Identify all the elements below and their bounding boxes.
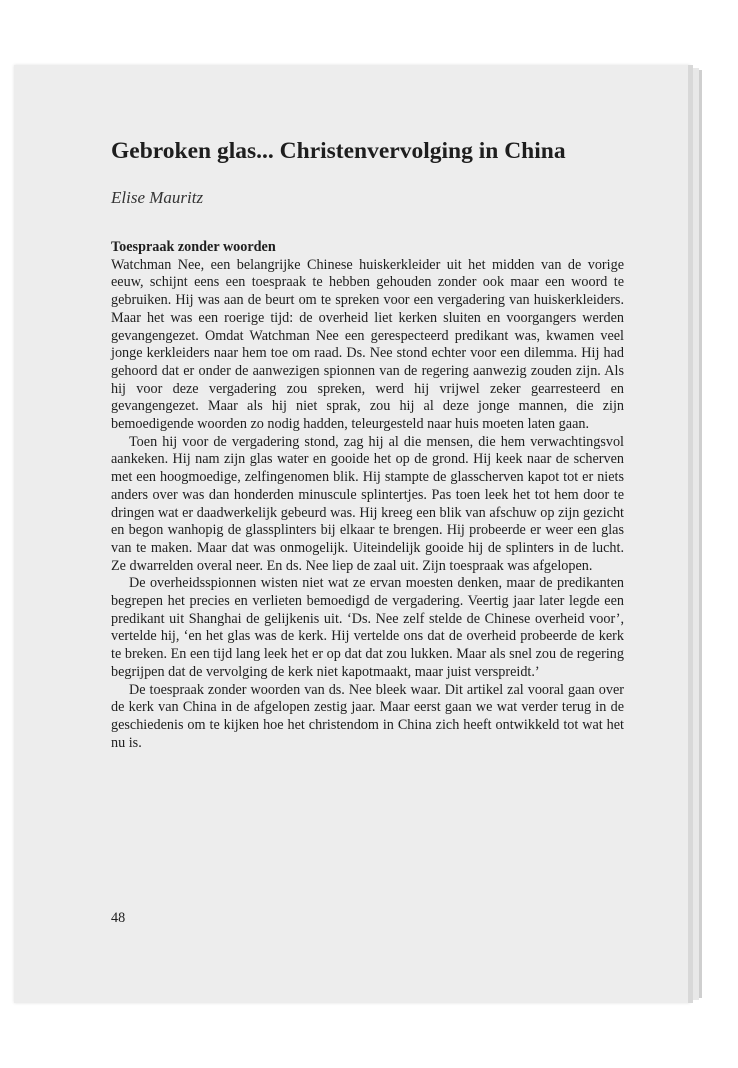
- article-author: Elise Mauritz: [111, 188, 204, 207]
- page-number: 48: [111, 910, 126, 926]
- article-title: Gebroken glas... Christenvervolging in China: [111, 138, 566, 164]
- page-stack-edge: [699, 70, 702, 998]
- paragraph: Toen hij voor de vergadering stond, zag hij al die mensen, die hem verwachtingsvol aankeken. Hij nam zijn glas water en gooide het op de grond. Hij keek naar de scherven met een hoogmoedige, zelfingenomen blik. Hij stampte de glasscherven kapot tot er niets anders over was dan honderden minuscule splintertjes. Pas toen leek het tot hem door te dringen wat er daadwerkelijk gebeurd was. Hij kreeg een blik van afschuw op zijn gezicht en begon wanhopig de glassplinters bij elkaar te brengen. Hij probeerde er weer een glas van te maken. Maar dat was onmogelijk. Uiteindelijk gooide hij de splinters in de lucht. Ze dwarrelden overal neer. En ds. Nee liep de zaal uit. Zijn toespraak was afgelopen.: [111, 433, 624, 574]
- article-content: [111, 136, 624, 752]
- paragraph: De toespraak zonder woorden van ds. Nee bleek waar. Dit artikel zal vooral gaan over de kerk van China in de afgelopen zestig jaar. Maar eerst gaan we wat verder terug in de geschiedenis om te kijken hoe het christendom in China zich heeft ontwikkeld tot wat het nu is.: [111, 681, 624, 751]
- article-body: [111, 257, 624, 753]
- section-heading: Toespraak zonder woorden: [111, 239, 276, 255]
- paragraph: Watchman Nee, een belangrijke Chinese huiskerkleider uit het midden van de vorige eeuw, schijnt eens een toespraak te hebben gehouden zonder ook maar een woord te gebruiken. Hij was aan de beurt om te spreken voor een vergadering van huiskerkleiders. Maar het was een roerige tijd: de overheid liet kerken sluiten en voorgangers werden gevangengezet. Omdat Watchman Nee een gerespecteerd predikant was, kwamen veel jonge kerkleiders naar hem toe om raad. Ds. Nee stond echter voor een dilemma. Hij had gehoord dat er onder de aanwezigen spionnen van de regering aanwezig zouden zijn. Als hij voor deze vergadering zou spreken, werd hij vrijwel zeker gearresteerd en gevangengezet. Maar als hij niet sprak, zou hij al deze jonge mannen, die zijn bemoedigende woorden zo nodig hadden, teleurgesteld naar huis moeten laten gaan.: [111, 256, 624, 433]
- paragraph: De overheidsspionnen wisten niet wat ze ervan moesten denken, maar de predikanten begrepen het precies en verlieten bemoedigd de vergadering. Veertig jaar later legde een predikant uit Shanghai de gelijkenis uit. ‘Ds. Nee zelf stelde de Chinese overheid voor’, vertelde hij, ‘en het glas was de kerk. Hij vertelde ons dat de overheid probeerde de kerk te breken. En een tijd lang leek het er op dat dat zou lukken. Maar als snel zou de regering begrijpen dat de vervolging de kerk niet kapotmaakt, maar juist verspreidt.’: [111, 575, 624, 680]
